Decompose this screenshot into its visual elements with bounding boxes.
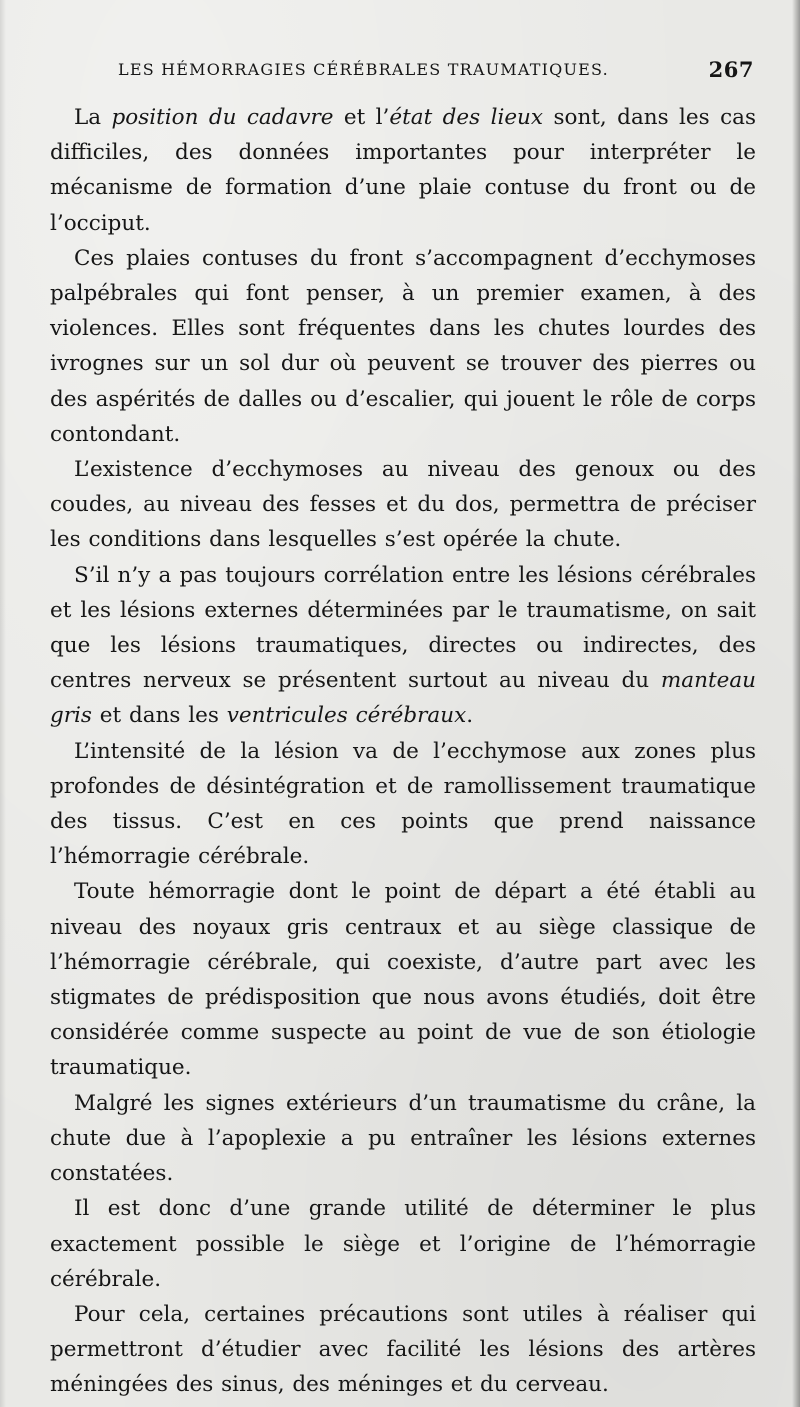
body-text-segment: Malgré les signes extérieurs d’un traumatisme du crâne, la chute due à l’apoplexie a pu entraîner les lésions externes constatées. [50, 1090, 756, 1187]
body-text-segment: . [466, 703, 474, 729]
paragraph [50, 241, 756, 452]
page-left-edge-shadow [0, 0, 6, 1407]
italic-text: ventricules cérébraux [226, 703, 467, 729]
paragraph [50, 1086, 756, 1192]
body-text-segment: Il est donc d’une grande utilité de déterminer le plus exactement possible le siège et l’origine de l’hémorragie cérébrale. [50, 1196, 756, 1292]
paragraph [50, 734, 756, 875]
body-text-segment: S’il n’y a pas toujours corrélation entre les lésions cérébrales et les lésions externes déterminées par le traumatisme, on sait que les lésions traumatiques, directes ou indirectes, des centres nerveux se présentent surtout au niveau du [50, 562, 756, 694]
body-text-segment: L’existence d’ecchymoses au niveau des genoux ou des coudes, au niveau des fesses et du dos, permettra de préciser les conditions dans lesquelles s’est opérée la chute. [50, 457, 756, 553]
page-right-edge-shadow [792, 0, 800, 1407]
paragraph [50, 874, 756, 1085]
italic-text: manteau gris [50, 668, 756, 729]
body-text-segment: et l’ [333, 105, 390, 130]
running-header [118, 57, 754, 90]
body-text-segment: Toute hémorragie dont le point de départ a été établi au niveau des noyaux gris centraux et au siège classique de l’hémorragie cérébrale, qui coexiste, d’autre part avec les stigmates de prédisposition que nous avons étudiés, doit être considérée comme suspecte au point de vue de son étiologie traumatique. [50, 879, 756, 1081]
paragraph [50, 452, 756, 558]
paragraph [50, 100, 756, 241]
paragraph [50, 558, 756, 734]
paragraph [50, 1297, 756, 1403]
body-text-segment: Ces plaies contuses du front s’accompagnent d’ecchymoses palpébrales qui font penser, à un premier examen, à des violences. Elles sont fréquentes dans les chutes lourdes des ivrognes sur un sol dur où peuvent se trouver des pierres ou des aspérités de dalles ou d’escalier, qui jouent le rôle de corps contondant. [50, 245, 756, 447]
italic-text: état des lieux [389, 105, 544, 130]
paragraph [50, 1191, 756, 1297]
running-title: LES HÉMORRAGIES CÉRÉBRALES TRAUMATIQUES. [118, 60, 609, 79]
italic-text: position du cadavre [111, 105, 334, 130]
body-text-segment: sont, dans les cas difficiles, des données importantes pour interpréter le mécanisme de formation d’une plaie contuse du front ou de l’occiput. [50, 105, 757, 236]
body-text-segment: et dans les [91, 703, 227, 729]
body-text-segment: Pour cela, certaines précautions sont utiles à réaliser qui permettront d’étudier avec facilité les lésions des artères méningées des sinus, des méninges et du cerveau. [50, 1301, 756, 1398]
body-text-segment: L’intensité de la lésion va de l’ecchymose aux zones plus profondes de désintégration et de ramollissement traumatique des tissus. C’est en ces points que prend naissance l’hémorragie cérébrale. [50, 738, 756, 870]
page-number: 267 [708, 57, 754, 82]
body-text [50, 100, 756, 1403]
body-text-segment: La [74, 105, 112, 130]
